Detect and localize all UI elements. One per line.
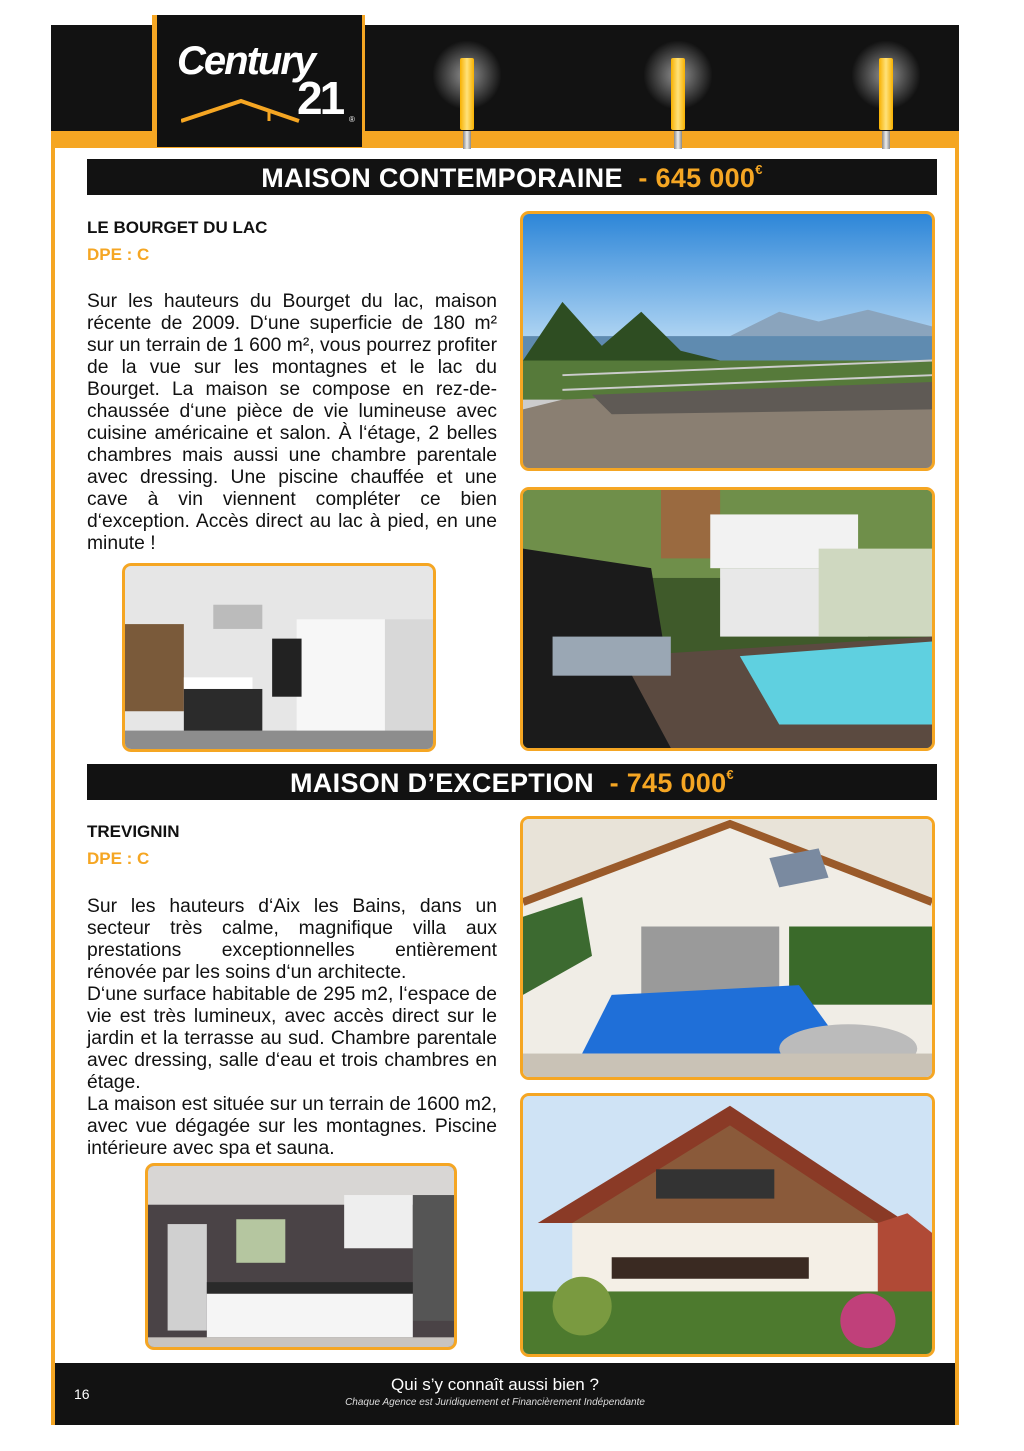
photo-terrace-image: [523, 214, 932, 468]
photo-indoor-pool-image: [523, 819, 932, 1077]
photo-pool-house-image: [523, 490, 932, 748]
currency-symbol: €: [726, 767, 734, 782]
listing-location: LE BOURGET DU LAC: [87, 218, 268, 237]
listing-dpe: DPE : C: [87, 849, 150, 868]
photo-white-kitchen[interactable]: [145, 1163, 457, 1350]
listing-description: Sur les hauteurs du Bourget du lac, maison récente de 2009. D‘une superficie de 180 m² sur un terrain de 1 600 m², vous pourrez profiter de la vue sur les montagnes et le lac du Bourget. La maison se compose en rez-de-chaussée d‘une pièce de vie lumineuse avec cuisine américaine et salon. À l‘étage, 2 belles chambres mais aussi une chambre parentale avec dressing. Une piscine chauffée et une cave à vin viennent compléter ce bien d‘exception. Accès direct au lac à pied, en une minute !: [87, 291, 497, 554]
title-separator: -: [609, 768, 619, 798]
page-number: 16: [74, 1386, 90, 1402]
photo-indoor-pool[interactable]: [520, 816, 935, 1080]
lamp-pole: [463, 131, 471, 149]
listing-title: MAISON D’EXCEPTION: [290, 768, 594, 798]
lamp-icon: [879, 58, 893, 130]
listing-title-bar: [87, 159, 937, 195]
photo-kitchen-image: [125, 566, 433, 749]
lamp-pole: [674, 131, 682, 149]
photo-white-kitchen-image: [148, 1166, 454, 1347]
logo-number: 21: [297, 72, 343, 124]
listing-title-bar: [87, 764, 937, 800]
listing-title: MAISON CONTEMPORAINE: [261, 163, 623, 193]
listing-description: Sur les hauteurs d‘Aix les Bains, dans un secteur très calme, magnifique villa aux prestations exceptionnelles entièrement rénovée par les soins d‘un architecte. D‘une surface habitable de 295 m2, l‘espace de vie est très lumineux, avec accès direct sur le jardin et la terrasse au sud. Chambre parentale avec dressing, salle d‘eau et trois chambres en étage. La maison est située sur un terrain de 1600 m2, avec vue dégagée sur les montagnes. Piscine intérieure avec spa et sauna.: [87, 896, 497, 1159]
photo-modern-kitchen[interactable]: [122, 563, 436, 752]
currency-symbol: €: [755, 162, 763, 177]
century21-logo[interactable]: [152, 15, 365, 147]
listing-location: TREVIGNIN: [87, 822, 180, 841]
photo-house-with-pool[interactable]: [520, 487, 935, 751]
footer-tagline: Qui s’y connaît aussi bien ?: [391, 1375, 599, 1394]
logo-wordmark: Century: [177, 39, 315, 83]
lamp-pole: [882, 131, 890, 149]
photo-terrace-lake-view[interactable]: [520, 211, 935, 471]
footer-disclaimer: Chaque Agence est Juridiquement et Financièrement Indépendante: [345, 1397, 645, 1408]
house-roof-icon: [181, 95, 301, 125]
listing-price: 745 000: [626, 768, 727, 798]
lamp-icon: [460, 58, 474, 130]
title-separator: -: [638, 163, 648, 193]
lamp-icon: [671, 58, 685, 130]
photo-chalet-exterior[interactable]: [520, 1093, 935, 1357]
listing-dpe: DPE : C: [87, 245, 150, 264]
listing-price: 645 000: [655, 163, 756, 193]
registered-mark: ®: [349, 115, 355, 124]
photo-chalet-image: [523, 1096, 932, 1354]
